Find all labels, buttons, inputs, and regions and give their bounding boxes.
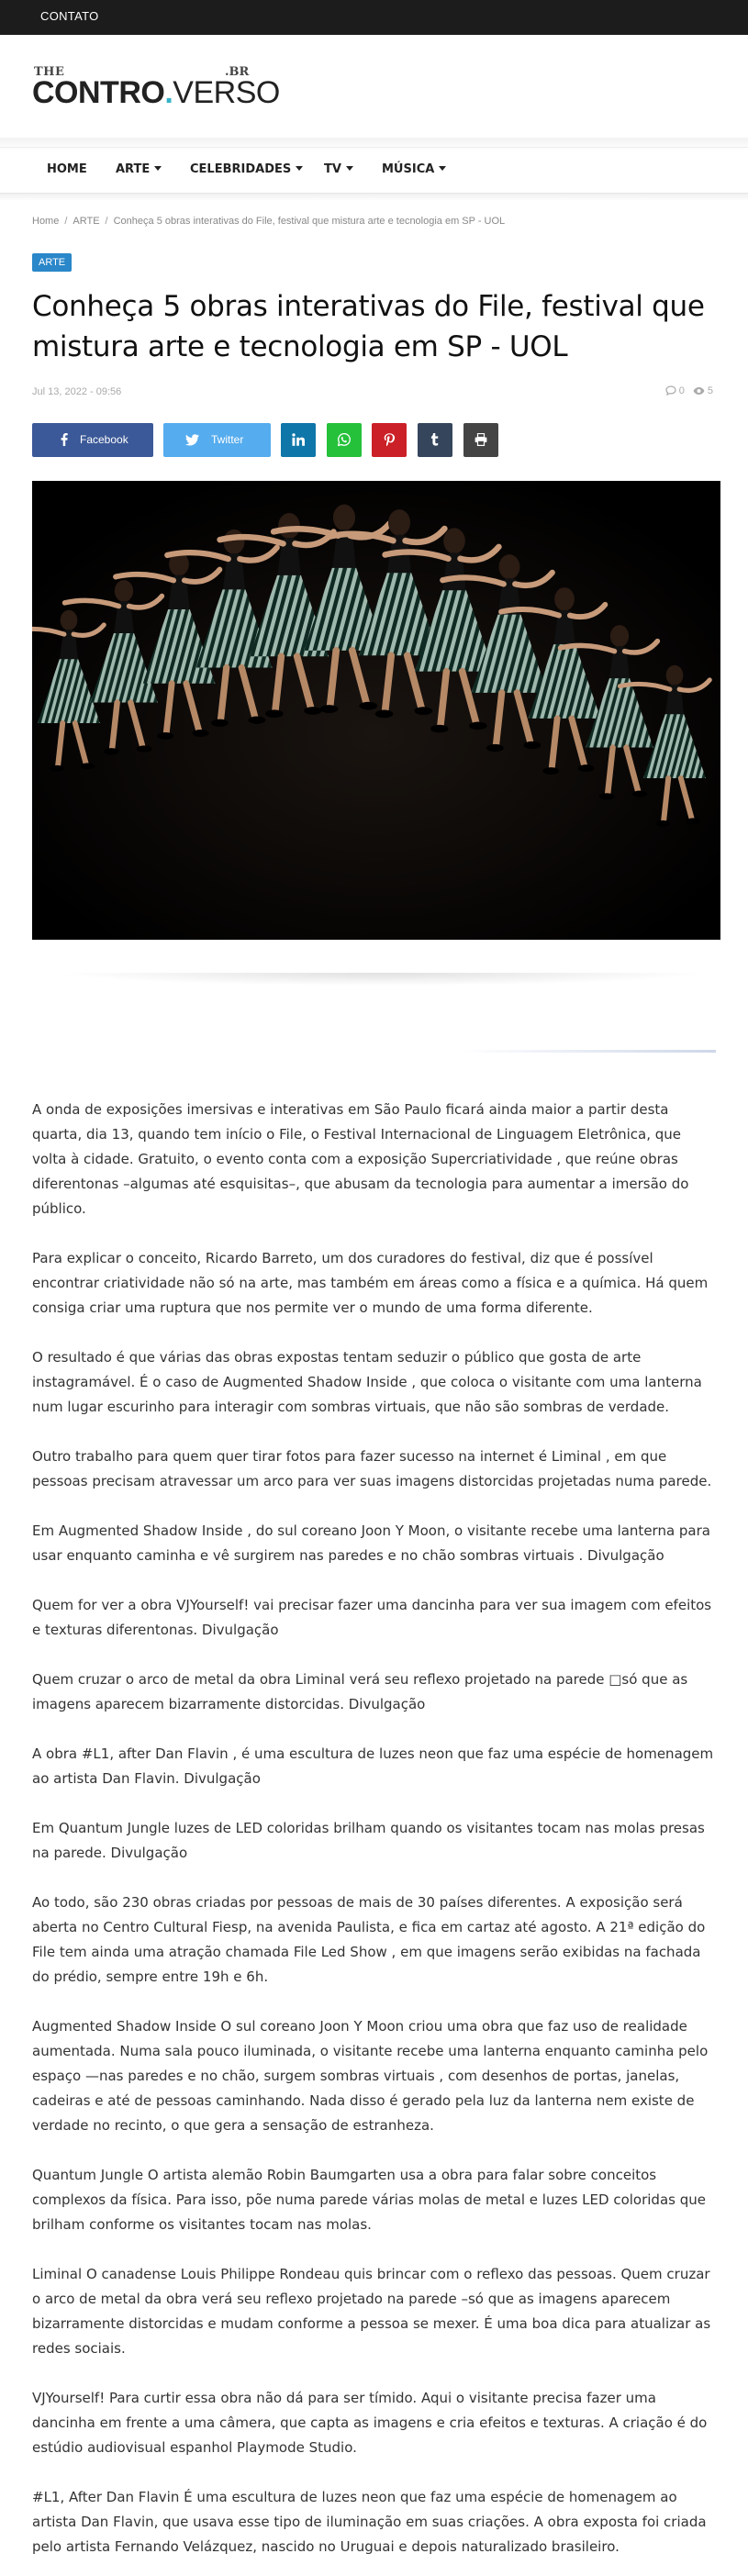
hero-image (32, 481, 720, 940)
nav-item-tv[interactable] (324, 162, 353, 176)
article-paragraph: Quem for ver a obra VJYourself! vai precisar fazer uma dancinha para ver sua imagem com efeitos e texturas diferentonas. Divulgação (32, 1597, 712, 1638)
breadcrumb-separator-icon: / (64, 216, 68, 227)
post-stats (665, 385, 713, 396)
article-paragraph: #L1, After Dan Flavin É uma escultura de luzes neon que faz uma espécie de homenagem ao artista Dan Flavin, que usava esse tipo de iluminação em suas criações. A obra exposta foi criada pelo artista Fernando Velázquez, nascido no Uruguai e depois naturalizado brasileiro. (32, 2489, 707, 2555)
nav-shadow (0, 194, 748, 201)
view-count: 5 (707, 385, 713, 396)
dancers-photo (32, 481, 720, 940)
breadcrumb-current: Conheça 5 obras interativas do File, festival que mistura arte e tecnologia em SP - UOL (113, 216, 506, 227)
main-nav (0, 148, 748, 194)
logo-wordmark (32, 75, 280, 110)
share-whatsapp-button[interactable] (327, 423, 362, 457)
chevron-down-icon (346, 166, 353, 171)
site-logo[interactable] (32, 62, 280, 116)
share-facebook-button[interactable] (32, 423, 153, 457)
share-twitter-button[interactable] (163, 423, 271, 457)
chevron-down-icon (154, 166, 162, 171)
twitter-icon (185, 433, 199, 446)
chevron-down-icon (296, 166, 303, 171)
article-paragraph: Em Quantum Jungle luzes de LED coloridas brilham quando os visitantes tocam nas molas presas na parede. Divulgação (32, 1820, 705, 1861)
comment-count: 0 (678, 385, 685, 396)
article-paragraph: A obra #L1, after Dan Flavin , é uma escultura de luzes neon que faz uma espécie de homenagem ao artista Dan Flavin. Divulgação (32, 1745, 714, 1787)
post-date: Jul 13, 2022 - 09:56 (32, 386, 122, 397)
tumblr-icon (429, 433, 441, 446)
article-paragraph: Para explicar o conceito, Ricardo Barreto, um dos curadores do festival, diz que é possível encontrar criatividade não só na arte, mas também em áreas como a física e a química. Há quem consiga criar uma ruptura que nos permite ver o mundo de uma forma diferente. (32, 1250, 709, 1316)
print-button[interactable] (463, 423, 498, 457)
breadcrumb-home[interactable]: Home (32, 216, 60, 227)
article-body (32, 1098, 719, 2576)
article-paragraph: Em Augmented Shadow Inside , do sul coreano Joon Y Moon, o visitante recebe uma lanterna para usar enquanto caminha e vê surgirem nas paredes e no chão sombras virtuais . Divulgação (32, 1522, 710, 1564)
print-icon (474, 433, 487, 446)
top-bar (0, 0, 748, 35)
logo-dot: . (164, 75, 173, 110)
nav-item-arte-label: ARTE (116, 162, 151, 176)
logo-part-2: VERSO (173, 75, 280, 110)
nav-item-celebridades[interactable] (190, 162, 303, 176)
share-pinterest-button[interactable] (372, 423, 407, 457)
share-linkedin-button[interactable] (281, 423, 316, 457)
facebook-icon (58, 433, 71, 446)
nav-item-home-label: HOME (47, 162, 87, 176)
eye-icon (693, 386, 705, 396)
breadcrumb (32, 216, 505, 227)
hero-shadow (55, 973, 707, 986)
article-paragraph: A onda de exposições imersivas e interativas em São Paulo ficará ainda maior a partir desta quarta, dia 13, quando tem início o File, o Festival Internacional de Linguagem Eletrônica, que volta à cidade. Gratuito, o evento conta com a exposição Supercriatividade , que reúne obras diferentonas –algumas até esquisitas–, que abusam da tecnologia para aumentar a imersão do público. (32, 1101, 689, 1217)
article-paragraph: Quantum Jungle O artista alemão Robin Baumgarten usa a obra para falar sobre conceitos complexos da física. Para isso, põe numa parede várias molas de metal e luzes LED coloridas que brilham conforme os visitantes tocam nas molas. (32, 2167, 706, 2233)
nav-item-musica[interactable] (382, 162, 446, 176)
article-paragraph: O resultado é que várias das obras expostas tentam seduzir o público que gosta de arte instagramável. É o caso de Augmented Shadow Inside , que coloca o visitante com uma lanterna num lugar escurinho para interagir com sombras virtuais, que não são sombras de verdade. (32, 1349, 702, 1415)
article-paragraph: Outro trabalho para quem quer tirar fotos para fazer sucesso na internet é Liminal , em que pessoas precisam atravessar um arco para ver suas imagens distorcidas projetadas numa parede. (32, 1448, 712, 1489)
share-tumblr-button[interactable] (418, 423, 452, 457)
article-paragraph: Liminal O canadense Louis Philippe Rondeau quis brincar com o reflexo das pessoas. Quem cruzar o arco de metal da obra verá seu reflexo projetado na parede –só que as imagens aparecem bizarramente distorcidas e mudam conforme a pessoa se mexer. É uma boa dica para atualizar as redes sociais. (32, 2266, 711, 2357)
linkedin-icon (292, 433, 305, 446)
nav-item-tv-label: TV (324, 162, 341, 176)
nav-item-celebridades-label: CELEBRIDADES (190, 162, 292, 176)
page-title: Conheça 5 obras interativas do File, festival que mistura arte e tecnologia em SP - UOL (32, 290, 705, 363)
comment-icon (665, 385, 676, 396)
contact-link[interactable]: CONTATO (40, 9, 99, 23)
article-paragraph: Ao todo, são 230 obras criadas por pessoas de mais de 30 países diferentes. A exposição será aberta no Centro Cultural Fiesp, na avenida Paulista, e fica em cartaz até agosto. A 21ª edição do File tem ainda uma atração chamada File Led Show , em que imagens serão exibidas na fachada do prédio, sempre entre 19h e 6h. (32, 1894, 706, 1985)
pinterest-icon (383, 433, 396, 446)
chevron-down-icon (439, 166, 446, 171)
share-twitter-label: Twitter (211, 433, 244, 446)
logo-br: .BR (225, 65, 250, 79)
nav-item-musica-label: MÚSICA (382, 162, 435, 176)
breadcrumb-separator-icon: / (105, 216, 108, 227)
share-facebook-label: Facebook (80, 433, 128, 446)
ad-placeholder (459, 1050, 716, 1053)
nav-item-home[interactable] (47, 162, 87, 176)
logo-part-1: CONTRO (32, 75, 165, 110)
whatsapp-icon (338, 433, 351, 446)
article-paragraph: VJYourself! Para curtir essa obra não dá para ser tímido. Aqui o visitante precisa fazer uma dancinha em frente a uma câmera, que capta as imagens e cria efeitos e texturas. A criação é do estúdio audiovisual espanhol Playmode Studio. (32, 2390, 708, 2456)
category-badge[interactable]: ARTE (32, 253, 72, 272)
article-paragraph: Augmented Shadow Inside O sul coreano Joon Y Moon criou uma obra que faz uso de realidade aumentada. Numa sala pouco iluminada, o visitante recebe uma lanterna enquanto caminha pelo espaço —nas paredes e no chão, surgem sombras virtuais , com desenhos de portas, janelas, cadeiras e até de pessoas caminhando. Nada disso é gerado pela luz da lanterna nem existe de verdade no recinto, o que gera a sensação de estranheza. (32, 2018, 709, 2134)
nav-item-arte[interactable] (116, 162, 162, 176)
logo-the: THE (34, 65, 65, 79)
breadcrumb-arte[interactable]: ARTE (73, 216, 100, 227)
article-paragraph: Quem cruzar o arco de metal da obra Liminal verá seu reflexo projetado na parede □só que as imagens aparecem bizarramente distorcidas. Divulgação (32, 1671, 688, 1712)
